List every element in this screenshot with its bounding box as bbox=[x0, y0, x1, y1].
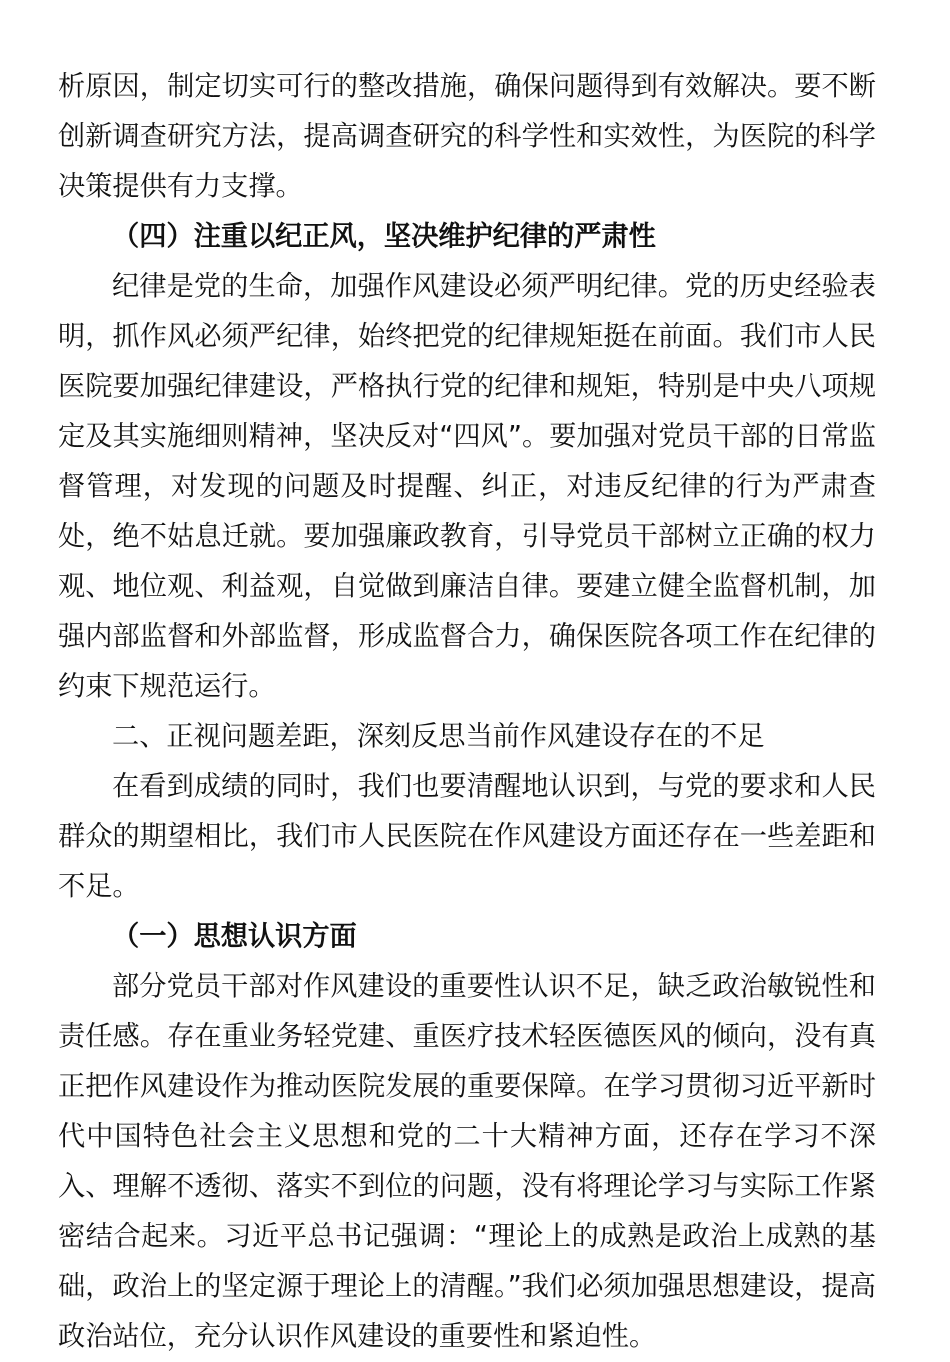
body-paragraph: 纪律是党的生命，加强作风建设必须严明纪律。党的历史经验表明，抓作风必须严纪律，始终把党的纪律规矩挺在前面。我们市人民医院要加强纪律建设，严格执行党的纪律和规矩，特别是中央八项规定及其实施细则精神，坚决反对“四风”。要加强对党员干部的日常监督管理，对发现的问题及时提醒、纠正，对违反纪律的行为严肃查处，绝不姑息迁就。要加强廉政教育，引导党员干部树立正确的权力观、地位观、利益观，自觉做到廉洁自律。要建立健全监督机制，加强内部监督和外部监督，形成监督合力，确保医院各项工作在纪律的约束下规范运行。 bbox=[58, 271, 876, 702]
subheading: （四）注重以纪正风，坚决维护纪律的严肃性 bbox=[112, 221, 656, 252]
subheading: （一）思想认识方面 bbox=[112, 921, 357, 952]
document-page bbox=[58, 62, 876, 1362]
body-paragraph: 部分党员干部对作风建设的重要性认识不足，缺乏政治敏锐性和责任感。存在重业务轻党建、重医疗技术轻医德医风的倾向，没有真正把作风建设作为推动医院发展的重要保障。在学习贯彻习近平新时代中国特色社会主义思想和党的二十大精神方面，还存在学习不深入、理解不透彻、落实不到位的问题，没有将理论学习与实际工作紧密结合起来。习近平总书记强调：“理论上的成熟是政治上成熟的基础，政治上的坚定源于理论上的清醒。”我们必须加强思想建设，提高政治站位，充分认识作风建设的重要性和紧迫性。 bbox=[58, 971, 876, 1352]
body-paragraph: 在看到成绩的同时，我们也要清醒地认识到，与党的要求和人民群众的期望相比，我们市人民医院在作风建设方面还存在一些差距和不足。 bbox=[58, 771, 876, 902]
section-heading: 二、正视问题差距，深刻反思当前作风建设存在的不足 bbox=[112, 721, 765, 752]
body-paragraph: 析原因，制定切实可行的整改措施，确保问题得到有效解决。要不断创新调查研究方法，提高调查研究的科学性和实效性，为医院的科学决策提供有力支撑。 bbox=[58, 71, 876, 202]
